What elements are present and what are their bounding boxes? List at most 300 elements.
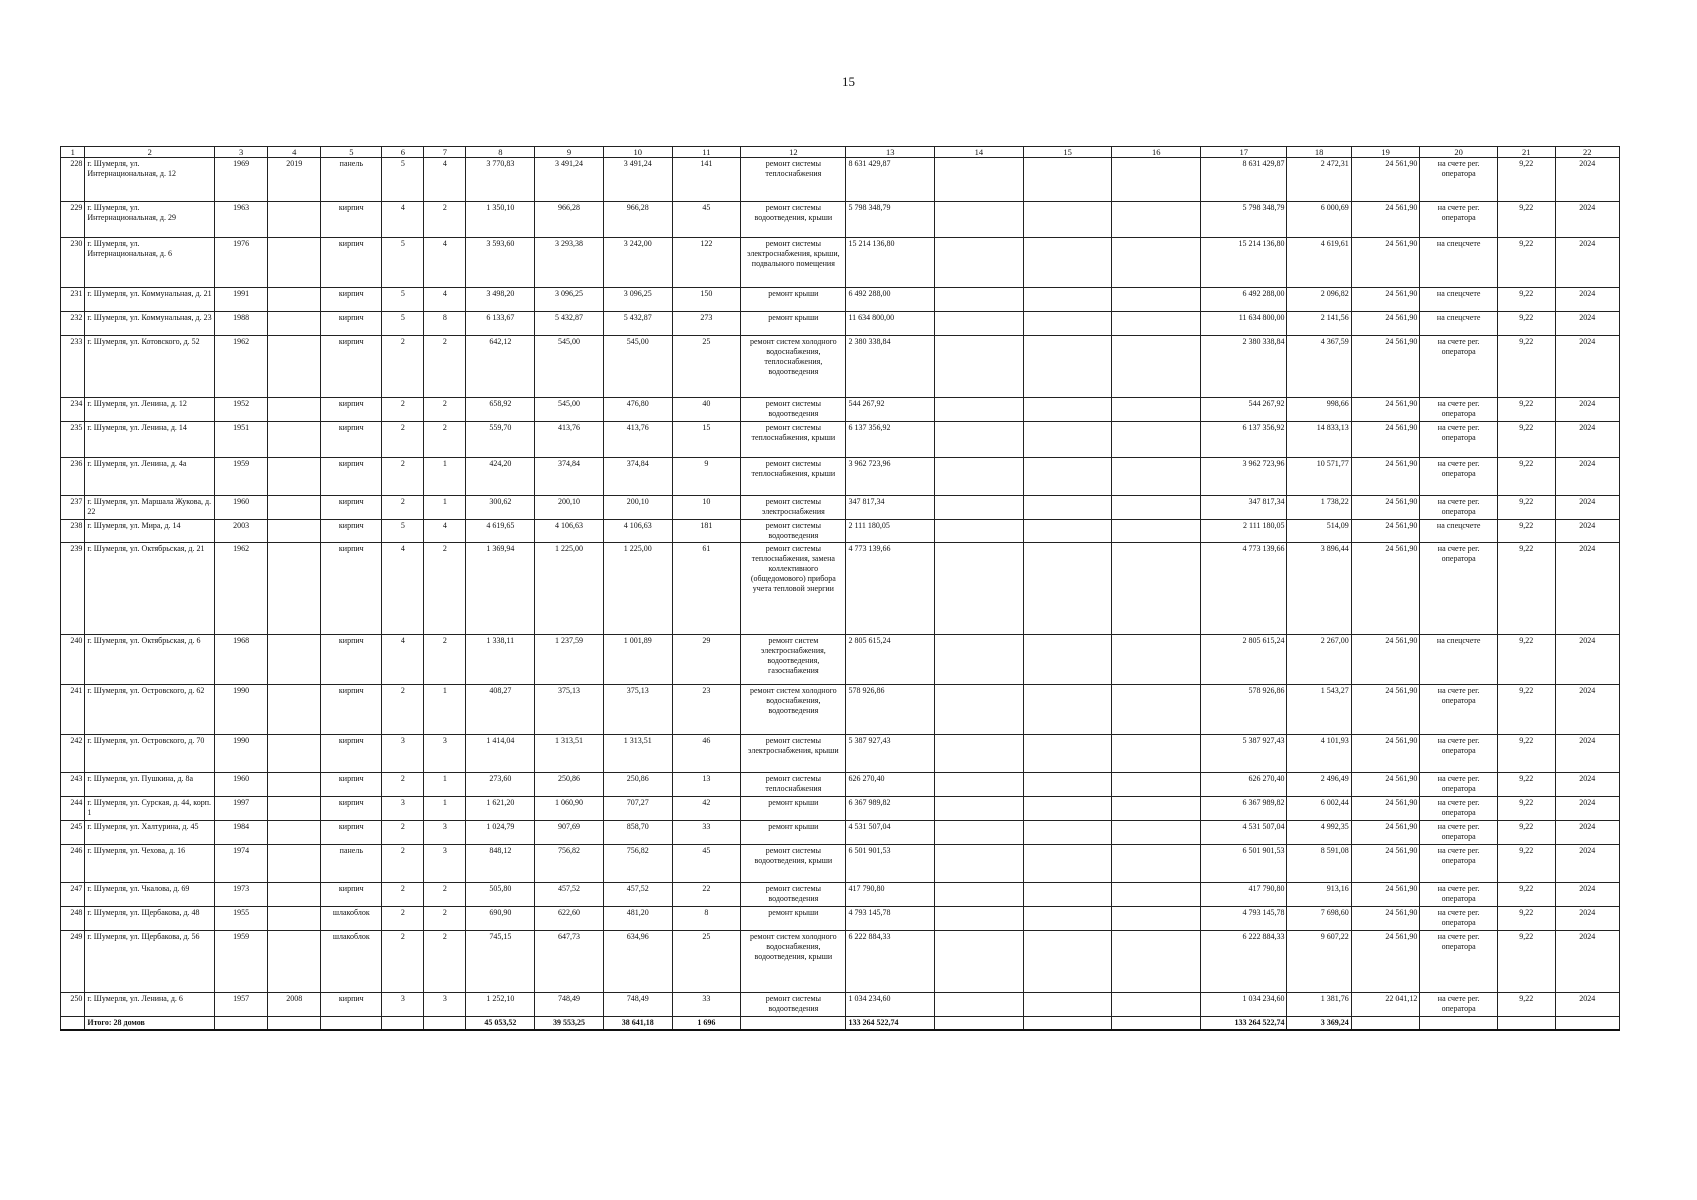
total-row [61,1017,1620,1031]
cell-fl: 5 [382,312,424,336]
cell-rate: 9,22 [1497,883,1555,907]
cell-c16 [1112,931,1201,993]
cell-a1: 1 024,79 [466,821,535,845]
cell-c16 [1112,685,1201,735]
cell-a2: 413,76 [535,422,604,458]
cell-n: 249 [61,931,85,993]
cell-y1: 2003 [215,520,268,543]
cell-a2: 907,69 [535,821,604,845]
table-body [61,158,1620,1031]
cell-tot: 417 790,80 [1201,883,1287,907]
cell-perm: 9 607,22 [1287,931,1351,993]
cell-c15 [1023,883,1112,907]
cell-work: ремонт системы теплоснабжения, замена коллективного (общедомового) прибора учета тепловой энергии [741,543,846,635]
cell-fl: 3 [382,993,424,1017]
cell-en: 4 [424,520,466,543]
cell-year: 2024 [1555,312,1619,336]
cell-acc: на счете рег. оператора [1420,422,1498,458]
cell-work: ремонт крыши [741,821,846,845]
table-row [61,907,1620,931]
cell-y1: 1951 [215,422,268,458]
cell-c16 [1112,238,1201,288]
table-row [61,773,1620,797]
cell-cost: 4 773 139,66 [846,543,935,635]
cell-cost: 3 962 723,96 [846,458,935,496]
cell-n: 238 [61,520,85,543]
cell-addr: г. Шумерля, ул. Коммунальная, д. 21 [85,288,215,312]
cell-y2 [268,845,321,883]
cell-c14 [935,931,1024,993]
cell-tot: 5 387 927,43 [1201,735,1287,773]
cell-c15 [1023,336,1112,398]
cell-cost: 544 267,92 [846,398,935,422]
cell-n: 243 [61,773,85,797]
cell-a3: 634,96 [603,931,672,993]
cell-tot: 2 805 615,24 [1201,635,1287,685]
table-row [61,520,1620,543]
cell-work: ремонт системы электроснабжения, крыши [741,735,846,773]
cell-perm: 14 833,13 [1287,422,1351,458]
cell-y2 [268,797,321,821]
cell-lim: 24 561,90 [1351,158,1420,202]
table-row [61,158,1620,202]
cell-tot: 544 267,92 [1201,398,1287,422]
cell-fl: 2 [382,685,424,735]
cell-n: 244 [61,797,85,821]
cell-work: ремонт системы теплоснабжения, крыши [741,458,846,496]
cell-y2: 2019 [268,158,321,202]
cell-addr: г. Шумерля, ул. Пушкина, д. 8а [85,773,215,797]
cell-en: 3 [424,735,466,773]
cell-c15 [1023,735,1112,773]
cell-addr: г. Шумерля, ул. Интернациональная, д. 6 [85,238,215,288]
cell-c16 [1112,797,1201,821]
cell-acc: на счете рег. оператора [1420,398,1498,422]
cell-addr: г. Шумерля, ул. Интернациональная, д. 12 [85,158,215,202]
cell-acc: на счете рег. оператора [1420,907,1498,931]
cell-a2: 3 491,24 [535,158,604,202]
cell-a3: 1 313,51 [603,735,672,773]
cell-y2 [268,821,321,845]
cell-a3: 756,82 [603,845,672,883]
total-cell-9: 39 553,25 [535,1017,604,1031]
cell-tot: 2 380 338,84 [1201,336,1287,398]
cell-mat: кирпич [321,735,382,773]
cell-c14 [935,685,1024,735]
cell-mat: кирпич [321,336,382,398]
cell-c15 [1023,797,1112,821]
cell-work: ремонт системы водоотведения, крыши [741,845,846,883]
column-header-4: 4 [268,147,321,158]
cell-a3: 481,20 [603,907,672,931]
cell-tot: 5 798 348,79 [1201,202,1287,238]
total-cell-1 [61,1017,85,1031]
cell-fl: 2 [382,821,424,845]
cell-a1: 658,92 [466,398,535,422]
cell-addr: г. Шумерля, ул. Халтурина, д. 45 [85,821,215,845]
cell-year: 2024 [1555,288,1619,312]
cell-res: 45 [672,202,741,238]
cell-acc: на счете рег. оператора [1420,202,1498,238]
column-header-22: 22 [1555,147,1619,158]
cell-c15 [1023,993,1112,1017]
column-header-6: 6 [382,147,424,158]
cell-c15 [1023,845,1112,883]
cell-fl: 4 [382,202,424,238]
cell-res: 25 [672,931,741,993]
cell-n: 237 [61,496,85,520]
cell-lim: 24 561,90 [1351,821,1420,845]
cell-y2 [268,735,321,773]
cell-res: 25 [672,336,741,398]
cell-fl: 2 [382,773,424,797]
cell-year: 2024 [1555,931,1619,993]
cell-c14 [935,845,1024,883]
cell-acc: на спецсчете [1420,520,1498,543]
cell-en: 3 [424,821,466,845]
total-cell-10: 38 641,18 [603,1017,672,1031]
table-row [61,496,1620,520]
cell-a1: 3 498,20 [466,288,535,312]
cell-addr: г. Шумерля, ул. Островского, д. 70 [85,735,215,773]
cell-n: 234 [61,398,85,422]
cell-lim: 24 561,90 [1351,422,1420,458]
cell-a3: 250,86 [603,773,672,797]
cell-n: 236 [61,458,85,496]
column-header-3: 3 [215,147,268,158]
total-cell-3 [215,1017,268,1031]
column-header-10: 10 [603,147,672,158]
cell-lim: 24 561,90 [1351,635,1420,685]
total-cell-6 [382,1017,424,1031]
table-row [61,422,1620,458]
cell-fl: 4 [382,543,424,635]
cell-perm: 10 571,77 [1287,458,1351,496]
cell-c15 [1023,685,1112,735]
cell-perm: 3 896,44 [1287,543,1351,635]
total-cell-2: Итого: 28 домов [85,1017,215,1031]
cell-y2 [268,496,321,520]
cell-year: 2024 [1555,907,1619,931]
column-header-19: 19 [1351,147,1420,158]
cell-y2 [268,883,321,907]
cell-perm: 1 738,22 [1287,496,1351,520]
cell-c15 [1023,821,1112,845]
cell-y2 [268,202,321,238]
cell-y2 [268,907,321,931]
cell-res: 23 [672,685,741,735]
total-cell-22 [1555,1017,1619,1031]
cell-rate: 9,22 [1497,238,1555,288]
cell-a2: 5 432,87 [535,312,604,336]
cell-tot: 15 214 136,80 [1201,238,1287,288]
cell-fl: 2 [382,907,424,931]
cell-a1: 408,27 [466,685,535,735]
cell-res: 22 [672,883,741,907]
cell-y2 [268,773,321,797]
cell-c16 [1112,735,1201,773]
cell-c14 [935,458,1024,496]
cell-y1: 1990 [215,735,268,773]
page-number: 15 [842,74,855,89]
cell-c14 [935,635,1024,685]
cell-c15 [1023,496,1112,520]
cell-fl: 5 [382,158,424,202]
cell-year: 2024 [1555,993,1619,1017]
column-header-9: 9 [535,147,604,158]
cell-y2 [268,520,321,543]
cell-c16 [1112,845,1201,883]
total-cell-18: 3 369,24 [1287,1017,1351,1031]
cell-work: ремонт систем холодного водоснабжения, теплоснабжения, водоотведения [741,336,846,398]
cell-addr: г. Шумерля, ул. Маршала Жукова, д. 22 [85,496,215,520]
cell-year: 2024 [1555,543,1619,635]
cell-a1: 3 770,83 [466,158,535,202]
table-row [61,797,1620,821]
cell-n: 247 [61,883,85,907]
cell-a3: 457,52 [603,883,672,907]
cell-n: 228 [61,158,85,202]
cell-res: 29 [672,635,741,685]
cell-lim: 24 561,90 [1351,458,1420,496]
repair-program-table-wrapper [60,146,1620,1031]
cell-c15 [1023,543,1112,635]
cell-en: 2 [424,543,466,635]
cell-c16 [1112,202,1201,238]
cell-res: 46 [672,735,741,773]
cell-perm: 2 096,82 [1287,288,1351,312]
cell-tot: 578 926,86 [1201,685,1287,735]
cell-year: 2024 [1555,685,1619,735]
cell-fl: 2 [382,336,424,398]
total-cell-21 [1497,1017,1555,1031]
cell-work: ремонт системы электроснабжения [741,496,846,520]
cell-perm: 2 141,56 [1287,312,1351,336]
column-header-20: 20 [1420,147,1498,158]
cell-a3: 5 432,87 [603,312,672,336]
cell-lim: 24 561,90 [1351,735,1420,773]
cell-cost: 2 380 338,84 [846,336,935,398]
cell-c16 [1112,773,1201,797]
cell-y1: 1990 [215,685,268,735]
cell-fl: 4 [382,635,424,685]
cell-rate: 9,22 [1497,685,1555,735]
cell-a3: 476,80 [603,398,672,422]
cell-res: 61 [672,543,741,635]
cell-year: 2024 [1555,458,1619,496]
cell-perm: 998,66 [1287,398,1351,422]
table-row [61,993,1620,1017]
cell-cost: 6 367 989,82 [846,797,935,821]
cell-tot: 6 222 884,33 [1201,931,1287,993]
cell-c16 [1112,158,1201,202]
cell-a2: 756,82 [535,845,604,883]
cell-a3: 3 491,24 [603,158,672,202]
cell-c16 [1112,336,1201,398]
cell-tot: 3 962 723,96 [1201,458,1287,496]
cell-c16 [1112,458,1201,496]
cell-en: 4 [424,288,466,312]
cell-en: 2 [424,422,466,458]
cell-a2: 545,00 [535,398,604,422]
cell-a2: 375,13 [535,685,604,735]
cell-work: ремонт системы водоотведения [741,398,846,422]
cell-acc: на счете рег. оператора [1420,797,1498,821]
total-cell-20 [1420,1017,1498,1031]
cell-c14 [935,543,1024,635]
cell-a2: 3 293,38 [535,238,604,288]
cell-rate: 9,22 [1497,398,1555,422]
cell-n: 240 [61,635,85,685]
cell-a1: 1 414,04 [466,735,535,773]
cell-rate: 9,22 [1497,635,1555,685]
cell-c15 [1023,520,1112,543]
column-header-13: 13 [846,147,935,158]
cell-work: ремонт систем электроснабжения, водоотведения, газоснабжения [741,635,846,685]
cell-perm: 913,16 [1287,883,1351,907]
cell-rate: 9,22 [1497,288,1555,312]
cell-mat: кирпич [321,458,382,496]
cell-rate: 9,22 [1497,735,1555,773]
cell-lim: 24 561,90 [1351,907,1420,931]
cell-mat: шлакоблок [321,907,382,931]
cell-work: ремонт крыши [741,288,846,312]
total-cell-12 [741,1017,846,1031]
cell-n: 250 [61,993,85,1017]
cell-mat: кирпич [321,422,382,458]
cell-c16 [1112,993,1201,1017]
cell-addr: г. Шумерля, ул. Щербакова, д. 48 [85,907,215,931]
cell-perm: 6 000,69 [1287,202,1351,238]
cell-lim: 24 561,90 [1351,238,1420,288]
cell-en: 1 [424,773,466,797]
table-row [61,685,1620,735]
cell-perm: 2 496,49 [1287,773,1351,797]
cell-tot: 8 631 429,87 [1201,158,1287,202]
cell-a1: 3 593,60 [466,238,535,288]
cell-year: 2024 [1555,496,1619,520]
column-header-16: 16 [1112,147,1201,158]
cell-a2: 545,00 [535,336,604,398]
cell-rate: 9,22 [1497,312,1555,336]
cell-a2: 374,84 [535,458,604,496]
cell-y2 [268,238,321,288]
cell-c15 [1023,635,1112,685]
cell-c16 [1112,288,1201,312]
cell-res: 45 [672,845,741,883]
cell-n: 230 [61,238,85,288]
cell-res: 122 [672,238,741,288]
cell-n: 246 [61,845,85,883]
cell-mat: кирпич [321,993,382,1017]
cell-perm: 6 002,44 [1287,797,1351,821]
cell-y1: 1991 [215,288,268,312]
cell-lim: 24 561,90 [1351,773,1420,797]
cell-work: ремонт системы водоотведения, крыши [741,202,846,238]
cell-year: 2024 [1555,635,1619,685]
cell-a2: 3 096,25 [535,288,604,312]
cell-cost: 2 805 615,24 [846,635,935,685]
cell-cost: 2 111 180,05 [846,520,935,543]
cell-perm: 4 367,59 [1287,336,1351,398]
cell-fl: 3 [382,797,424,821]
total-cell-17: 133 264 522,74 [1201,1017,1287,1031]
cell-fl: 2 [382,496,424,520]
cell-lim: 24 561,90 [1351,288,1420,312]
cell-addr: г. Шумерля, ул. Ленина, д. 14 [85,422,215,458]
cell-y1: 1974 [215,845,268,883]
cell-work: ремонт систем холодного водоснабжения, водоотведения [741,685,846,735]
cell-acc: на счете рег. оператора [1420,845,1498,883]
cell-a3: 858,70 [603,821,672,845]
cell-perm: 2 472,31 [1287,158,1351,202]
cell-a2: 748,49 [535,993,604,1017]
cell-work: ремонт системы теплоснабжения, крыши [741,422,846,458]
cell-mat: шлакоблок [321,931,382,993]
cell-year: 2024 [1555,422,1619,458]
cell-a3: 3 096,25 [603,288,672,312]
cell-a1: 642,12 [466,336,535,398]
column-header-21: 21 [1497,147,1555,158]
cell-tot: 6 137 356,92 [1201,422,1287,458]
cell-y1: 1952 [215,398,268,422]
cell-n: 245 [61,821,85,845]
cell-addr: г. Шумерля, ул. Октябрьская, д. 6 [85,635,215,685]
cell-perm: 514,09 [1287,520,1351,543]
cell-mat: кирпич [321,773,382,797]
cell-y1: 1957 [215,993,268,1017]
total-cell-13: 133 264 522,74 [846,1017,935,1031]
cell-en: 4 [424,158,466,202]
cell-n: 242 [61,735,85,773]
cell-year: 2024 [1555,520,1619,543]
cell-mat: кирпич [321,685,382,735]
cell-y1: 1984 [215,821,268,845]
cell-year: 2024 [1555,238,1619,288]
table-row [61,821,1620,845]
cell-c15 [1023,907,1112,931]
cell-cost: 15 214 136,80 [846,238,935,288]
cell-tot: 4 793 145,78 [1201,907,1287,931]
cell-acc: на счете рег. оператора [1420,821,1498,845]
cell-c16 [1112,312,1201,336]
cell-lim: 24 561,90 [1351,496,1420,520]
cell-c15 [1023,422,1112,458]
cell-cost: 11 634 800,00 [846,312,935,336]
cell-a3: 1 225,00 [603,543,672,635]
cell-c16 [1112,821,1201,845]
cell-year: 2024 [1555,202,1619,238]
cell-en: 3 [424,993,466,1017]
cell-rate: 9,22 [1497,202,1555,238]
cell-cost: 6 137 356,92 [846,422,935,458]
cell-y2 [268,398,321,422]
cell-y2 [268,288,321,312]
cell-c14 [935,883,1024,907]
cell-mat: кирпич [321,312,382,336]
cell-perm: 2 267,00 [1287,635,1351,685]
cell-lim: 24 561,90 [1351,520,1420,543]
cell-c14 [935,288,1024,312]
cell-y1: 1959 [215,458,268,496]
cell-rate: 9,22 [1497,520,1555,543]
cell-fl: 2 [382,458,424,496]
cell-y2 [268,422,321,458]
cell-n: 248 [61,907,85,931]
cell-res: 8 [672,907,741,931]
cell-cost: 417 790,80 [846,883,935,907]
cell-res: 181 [672,520,741,543]
